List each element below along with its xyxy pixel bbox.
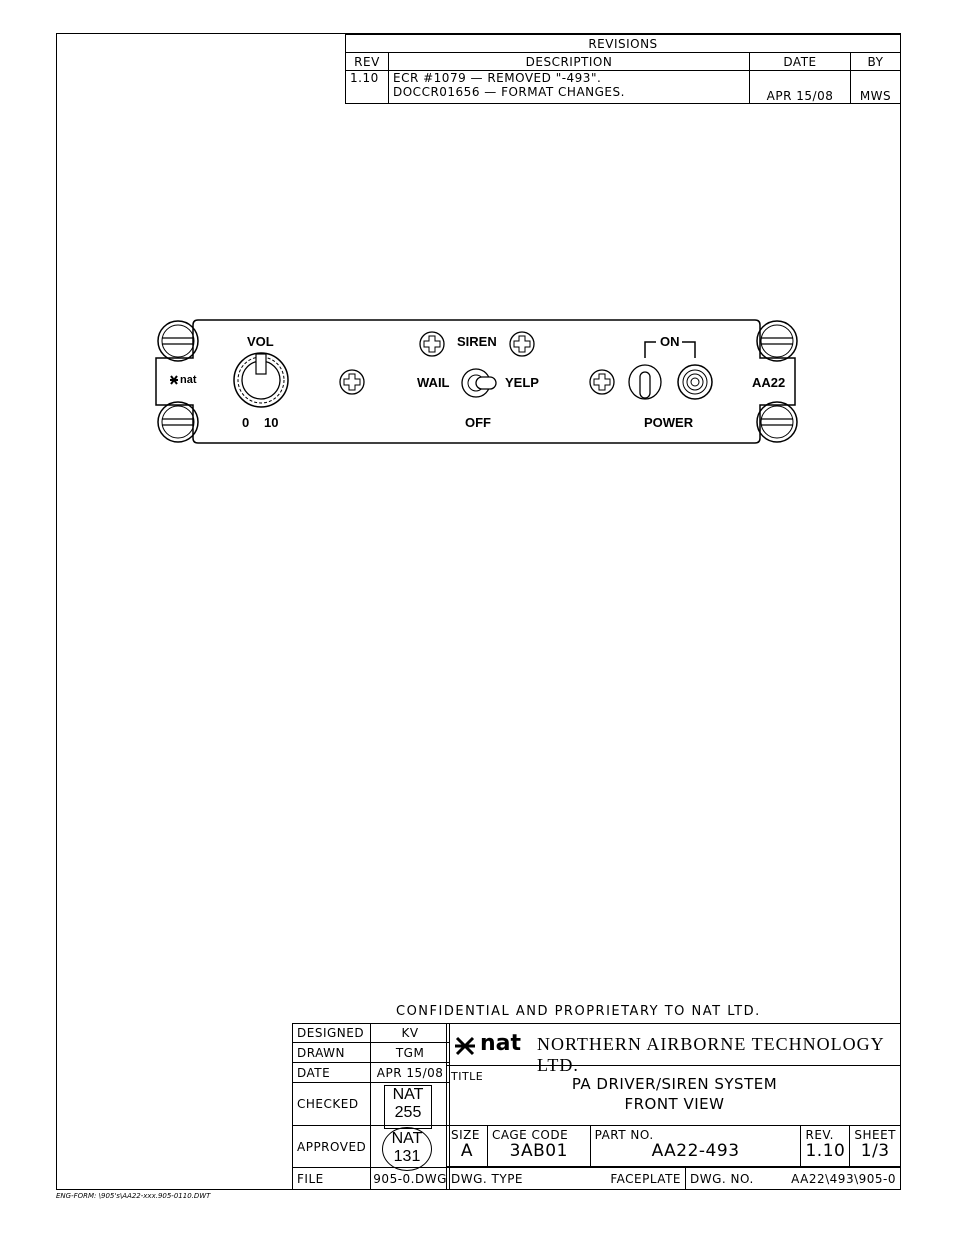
date-label: DATE (293, 1063, 371, 1083)
date-column-header: DATE (750, 53, 851, 71)
footer-template-path: ENG-FORM: \905's\AA22-xxx.905-0110.DWT (56, 1192, 211, 1200)
yelp-label: YELP (505, 375, 539, 390)
power-toggle-icon (629, 365, 661, 399)
off-label: OFF (465, 415, 491, 430)
revision-number: 1.10 (346, 71, 389, 104)
revision-description-line: DOCCR01656 — FORMAT CHANGES. (393, 85, 625, 99)
cage-code-value: 3AB01 (509, 1141, 568, 1161)
revision-description-line: ECR #1079 — REMOVED "-493". (393, 71, 602, 85)
by-column-header: BY (851, 53, 901, 71)
model-label: AA22 (752, 375, 786, 390)
drawing-title-line: PA DRIVER/SIREN SYSTEM (571, 1075, 778, 1093)
approved-label: APPROVED (293, 1126, 371, 1168)
vol-label: VOL (247, 334, 274, 349)
corner-screw-icon (158, 321, 198, 361)
approved-stamp-line: NAT (391, 1130, 423, 1147)
drawing-title-line: FRONT VIEW (624, 1095, 725, 1113)
on-label: ON (660, 334, 680, 349)
power-button-icon (678, 365, 712, 399)
rev-label: REV. (805, 1128, 834, 1142)
rev-value: 1.10 (805, 1141, 846, 1161)
dwg-no-value: AA22\493\905-0 (791, 1171, 896, 1186)
drawn-value: TGM (371, 1043, 450, 1063)
designed-value: KV (371, 1024, 450, 1043)
revisions-header: REVISIONS (346, 35, 901, 53)
date-value: APR 15/08 (371, 1063, 450, 1083)
siren-label: SIREN (457, 334, 497, 349)
vol-min-label: 0 (242, 415, 250, 430)
corner-screw-icon (757, 321, 797, 361)
cage-code-label: CAGE CODE (491, 1128, 569, 1142)
part-number-value: AA22-493 (651, 1141, 740, 1161)
vol-max-label: 10 (264, 415, 279, 430)
dwg-type-label: DWG. TYPE (451, 1171, 524, 1186)
phillips-screw-icon (340, 370, 364, 394)
revision-date: APR 15/08 (750, 71, 851, 104)
dwg-no-label: DWG. NO. (690, 1171, 754, 1186)
company-row (446, 1023, 901, 1075)
drawn-label: DRAWN (293, 1043, 371, 1063)
approved-stamp (382, 1127, 432, 1171)
designed-label: DESIGNED (293, 1024, 371, 1043)
revisions-table (345, 34, 901, 104)
phillips-screw-icon (510, 332, 534, 356)
volume-knob-icon (234, 353, 288, 407)
power-label: POWER (644, 415, 694, 430)
panel-logo-icon (170, 376, 178, 384)
corner-screw-icon (757, 402, 797, 442)
rev-column-header: REV (346, 53, 389, 71)
size-label: SIZE (451, 1128, 480, 1142)
file-label: FILE (293, 1168, 371, 1190)
part-info-table (446, 1125, 901, 1167)
sheet-value: 1/3 (860, 1141, 890, 1161)
phillips-screw-icon (590, 370, 614, 394)
checked-label: CHECKED (293, 1083, 371, 1126)
siren-toggle-icon (462, 369, 496, 397)
size-value: A (460, 1141, 474, 1161)
dwg-info-table (446, 1167, 901, 1190)
title-row (446, 1065, 901, 1126)
company-logo-icon (453, 1034, 477, 1058)
checked-stamp-line: NAT (392, 1086, 424, 1103)
faceplate-drawing (150, 310, 810, 455)
file-value: 905-0.DWG (371, 1168, 450, 1190)
confidential-notice: CONFIDENTIAL AND PROPRIETARY TO NAT LTD. (396, 1004, 761, 1019)
part-number-label: PART NO. (594, 1128, 654, 1142)
checked-stamp-line: 255 (394, 1104, 422, 1121)
revision-row (346, 71, 901, 104)
phillips-screw-icon (420, 332, 444, 356)
title-label: TITLE (451, 1070, 484, 1083)
company-name: NORTHERN AIRBORNE TECHNOLOGY LTD. (537, 1034, 884, 1075)
approved-stamp-line: 131 (393, 1148, 421, 1165)
wail-label: WAIL (417, 375, 450, 390)
panel-logo-text: nat (180, 374, 197, 386)
corner-screw-icon (158, 402, 198, 442)
checked-stamp (384, 1085, 432, 1129)
description-column-header: DESCRIPTION (389, 53, 750, 71)
sheet-label: SHEET (854, 1128, 896, 1142)
company-logo-text: nat (480, 1031, 522, 1056)
revision-by: MWS (851, 71, 901, 104)
dwg-type-value: FACEPLATE (610, 1171, 681, 1186)
